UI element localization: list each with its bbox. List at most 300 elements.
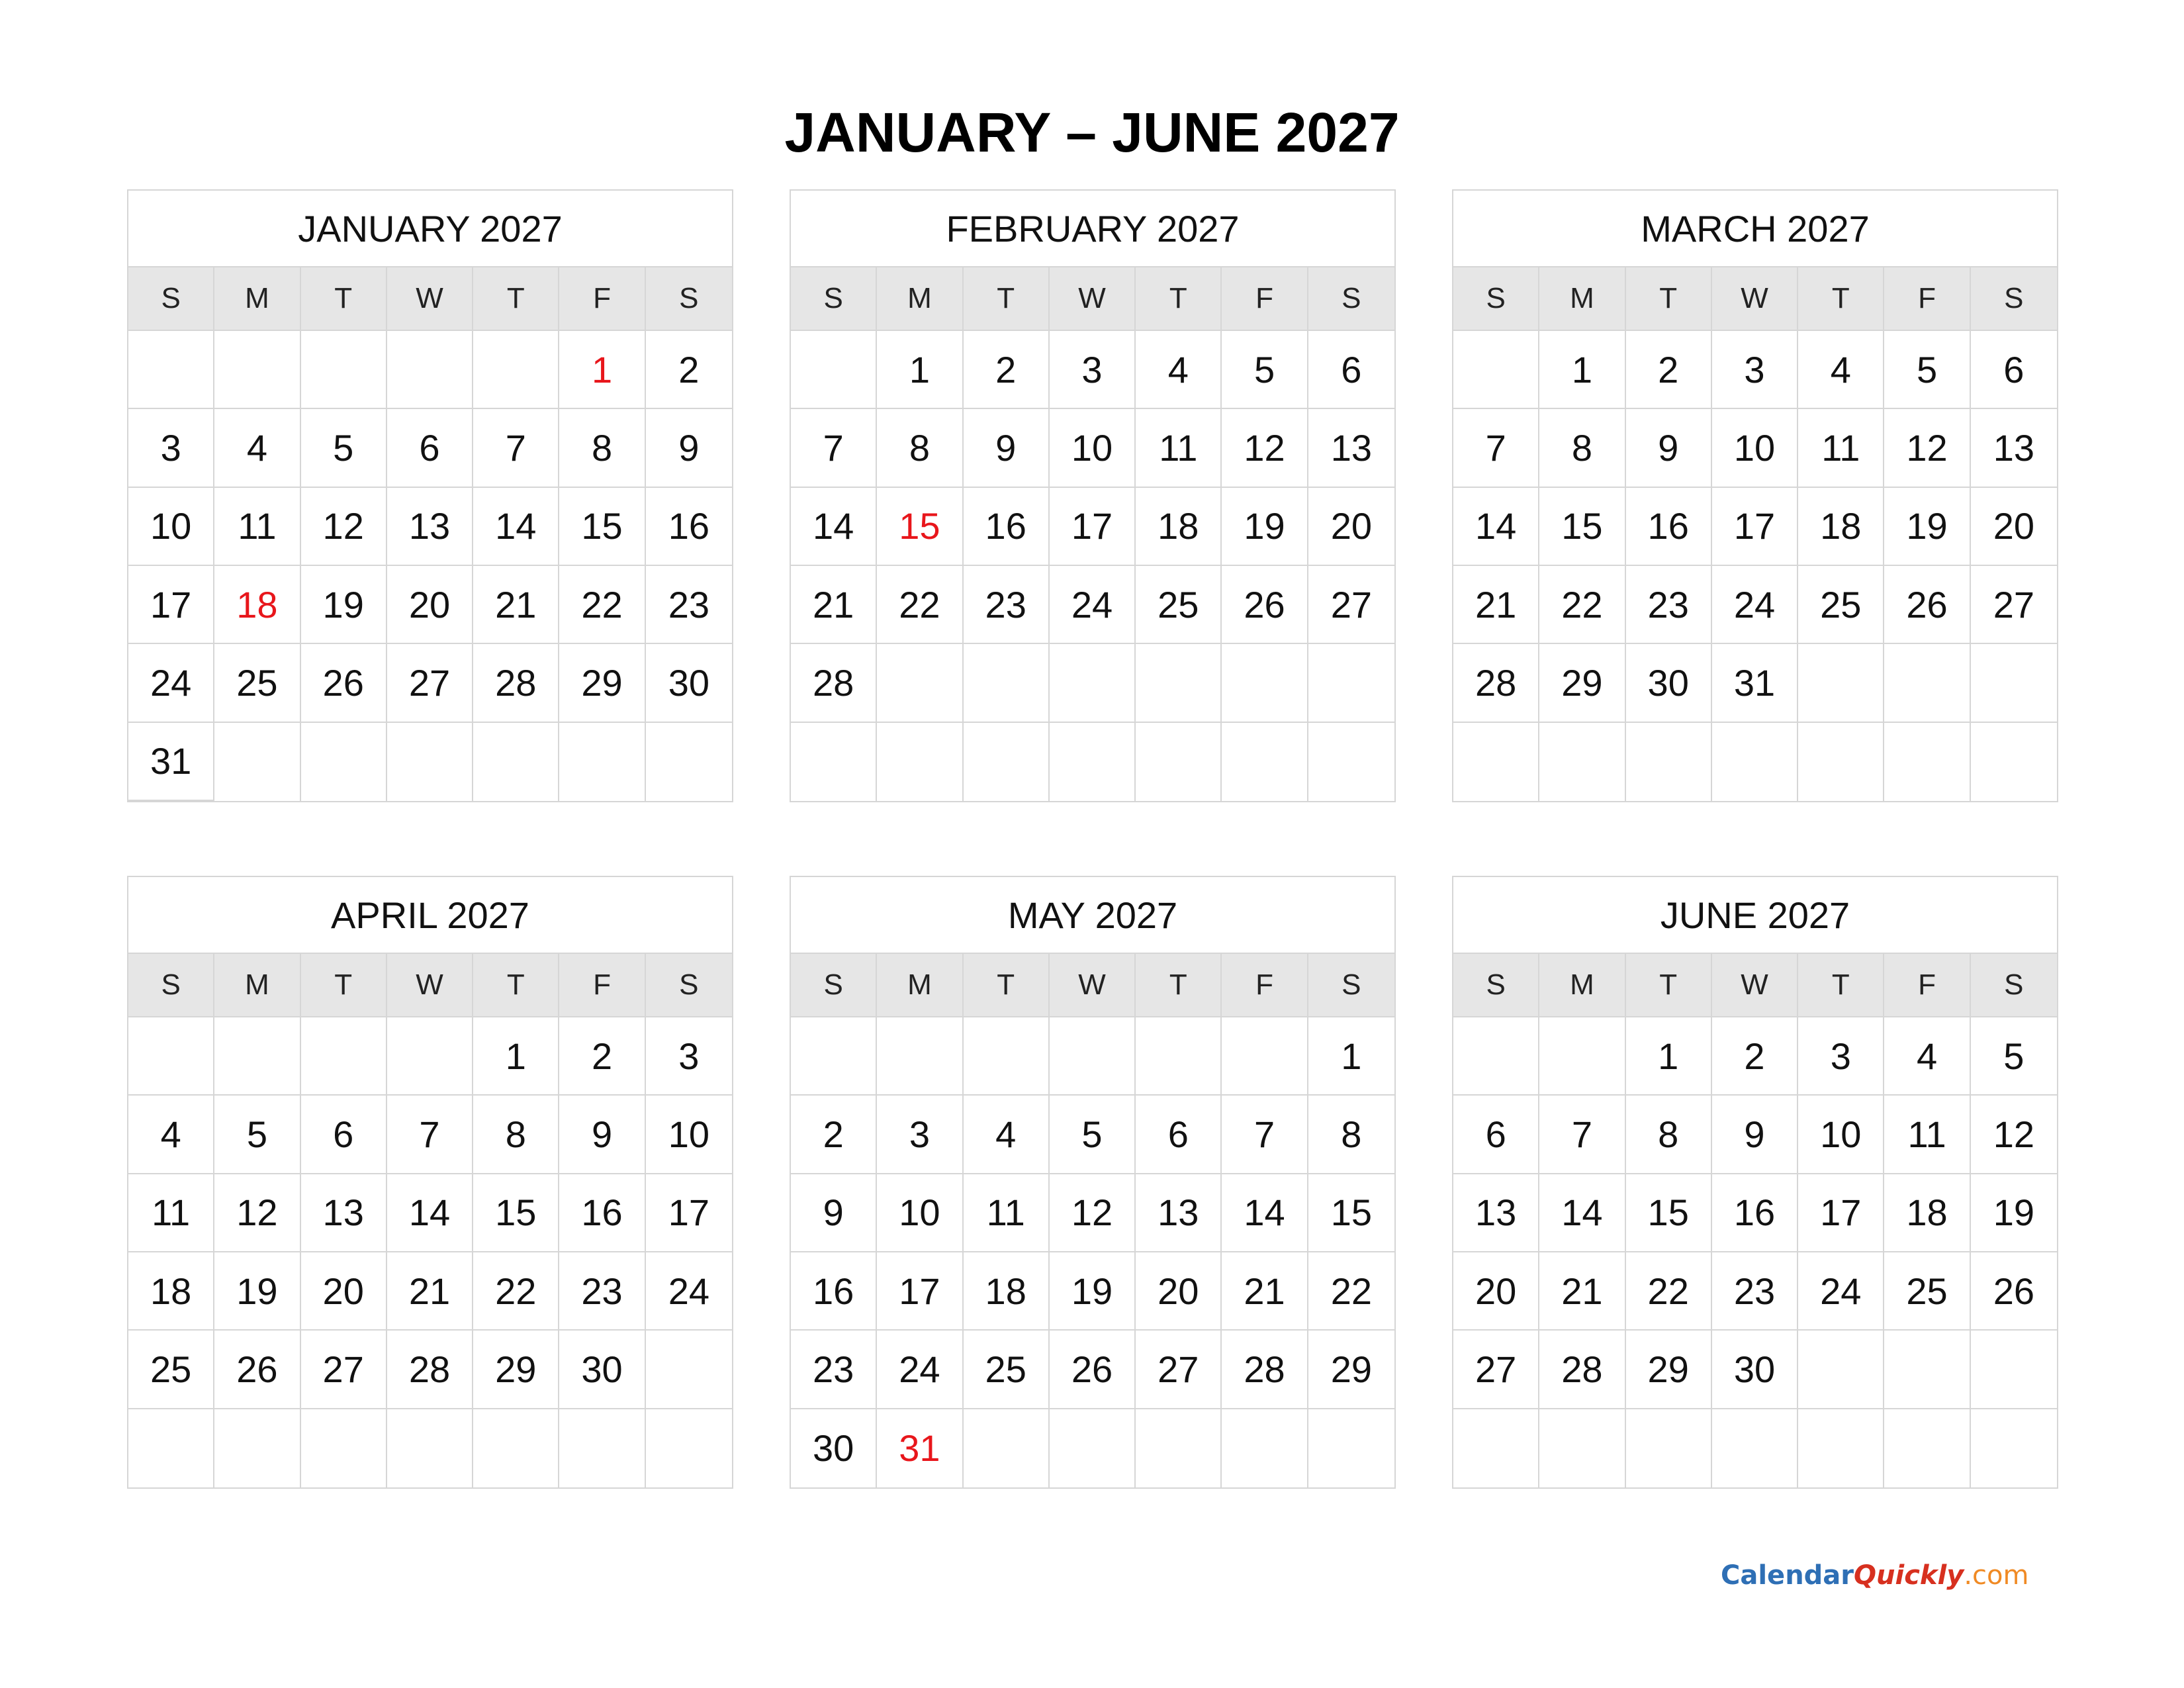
- empty-day-cell: [559, 1409, 645, 1487]
- month-title: MARCH 2027: [1453, 191, 2057, 267]
- day-cell: 19: [1884, 488, 1970, 566]
- day-cell: 16: [1712, 1174, 1798, 1252]
- weekday-label: F: [559, 954, 645, 1016]
- day-cell: 5: [1050, 1096, 1136, 1174]
- day-cell: 21: [387, 1252, 473, 1331]
- day-cell: 28: [791, 644, 877, 722]
- day-cell: 26: [1971, 1252, 2057, 1331]
- day-cell: 14: [1453, 488, 1539, 566]
- weekday-label: T: [1798, 954, 1884, 1016]
- day-cell: 7: [473, 409, 559, 487]
- day-cell: 11: [964, 1174, 1050, 1252]
- day-cell: 21: [1539, 1252, 1625, 1331]
- day-cell: 26: [1884, 566, 1970, 644]
- weekday-label: F: [559, 267, 645, 330]
- day-cell: 21: [473, 566, 559, 644]
- day-cell: 10: [877, 1174, 963, 1252]
- day-cell: 27: [301, 1331, 387, 1409]
- day-cell: 24: [128, 644, 214, 722]
- day-cell: 24: [646, 1252, 732, 1331]
- empty-day-cell: [646, 1409, 732, 1487]
- empty-day-cell: [387, 723, 473, 801]
- empty-day-cell: [1453, 723, 1539, 801]
- weekday-label: S: [2004, 282, 2024, 314]
- weekday-label: T: [301, 954, 387, 1016]
- empty-day-cell: [1626, 723, 1712, 801]
- day-cell: 28: [1539, 1331, 1625, 1409]
- weekday-label: T: [1626, 267, 1712, 330]
- day-cell: 8: [473, 1096, 559, 1174]
- weekday-label: S: [791, 267, 877, 330]
- empty-day-cell: [1136, 723, 1222, 801]
- day-cell: 1: [1539, 331, 1625, 409]
- empty-day-cell: [1308, 1409, 1394, 1487]
- day-cell: 2: [964, 331, 1050, 409]
- day-cell: 27: [1453, 1331, 1539, 1409]
- day-cell: 8: [877, 409, 963, 487]
- day-cell: 5: [1884, 331, 1970, 409]
- day-cell: 22: [1308, 1252, 1394, 1331]
- month-title: JANUARY 2027: [128, 191, 732, 267]
- day-cell: 3: [128, 409, 214, 487]
- day-cell: 20: [1453, 1252, 1539, 1331]
- month-title: MAY 2027: [791, 877, 1394, 954]
- empty-day-cell: [877, 723, 963, 801]
- day-cell: 9: [1712, 1096, 1798, 1174]
- empty-day-cell: [1884, 1409, 1970, 1487]
- day-cell: 17: [646, 1174, 732, 1252]
- day-cell: 5: [214, 1096, 300, 1174]
- day-cell: 14: [1539, 1174, 1625, 1252]
- day-cell: 26: [214, 1331, 300, 1409]
- day-cell: 17: [1798, 1174, 1884, 1252]
- weekday-label: M: [877, 267, 963, 330]
- weekday-label: M: [1539, 267, 1625, 330]
- day-cell: 10: [646, 1096, 732, 1174]
- weekday-header: [1453, 267, 2057, 331]
- page-title: JANUARY – JUNE 2027: [784, 101, 1400, 164]
- day-cell: 20: [1136, 1252, 1222, 1331]
- weekday-header: [128, 954, 732, 1017]
- day-cell: 30: [646, 644, 732, 722]
- empty-day-cell: [387, 331, 473, 409]
- day-cell: 19: [1971, 1174, 2057, 1252]
- day-cell: 2: [559, 1017, 645, 1096]
- weekday-label: F: [1222, 954, 1308, 1016]
- weekday-label: T: [1136, 267, 1222, 330]
- day-cell: 28: [1222, 1331, 1308, 1409]
- empty-day-cell: [1971, 1331, 2057, 1409]
- empty-day-cell: [1712, 723, 1798, 801]
- weekday-label: T: [1626, 954, 1712, 1016]
- day-cell: 1: [1626, 1017, 1712, 1096]
- empty-day-cell: [1453, 1409, 1539, 1487]
- day-cell: 13: [387, 488, 473, 566]
- day-cell: 13: [301, 1174, 387, 1252]
- weekday-label: M: [214, 954, 300, 1016]
- empty-day-cell: [473, 331, 559, 409]
- empty-day-cell: [1539, 723, 1625, 801]
- day-cell: 8: [1308, 1096, 1394, 1174]
- empty-day-cell: [646, 1331, 732, 1409]
- day-cell: 17: [128, 566, 214, 644]
- empty-day-cell: [791, 331, 877, 409]
- month-title: APRIL 2027: [128, 877, 732, 954]
- empty-day-cell: [1971, 644, 2057, 722]
- day-cell: 27: [1136, 1331, 1222, 1409]
- empty-day-cell: [214, 1017, 300, 1096]
- day-cell: 12: [1884, 409, 1970, 487]
- empty-day-cell: [128, 331, 214, 409]
- weekday-header: [791, 267, 1394, 331]
- day-cell: 16: [791, 1252, 877, 1331]
- day-cell: 30: [791, 1409, 877, 1487]
- day-cell: 23: [964, 566, 1050, 644]
- month-calendar: [1452, 876, 2058, 1489]
- empty-day-cell: [1884, 644, 1970, 722]
- day-cell: 22: [559, 566, 645, 644]
- empty-day-cell: [964, 644, 1050, 722]
- empty-day-cell: [301, 1017, 387, 1096]
- empty-day-cell: [1222, 723, 1308, 801]
- day-cell: 7: [791, 409, 877, 487]
- months-grid: [127, 189, 2058, 1489]
- day-cell: 4: [1136, 331, 1222, 409]
- weekday-label: M: [877, 954, 963, 1016]
- weekday-label: S: [791, 954, 877, 1016]
- day-cell: 18: [1136, 488, 1222, 566]
- day-cell: 13: [1453, 1174, 1539, 1252]
- empty-day-cell: [1453, 331, 1539, 409]
- day-cell: 9: [646, 409, 732, 487]
- day-cell: 22: [877, 566, 963, 644]
- day-cell: 14: [791, 488, 877, 566]
- empty-day-cell: [301, 723, 387, 801]
- empty-day-cell: [1050, 644, 1136, 722]
- day-cell: 24: [1798, 1252, 1884, 1331]
- day-cell: 12: [1222, 409, 1308, 487]
- day-cell: 10: [1050, 409, 1136, 487]
- days-grid: [791, 1017, 1394, 1487]
- empty-day-cell: [1798, 1331, 1884, 1409]
- day-cell: 1: [1308, 1017, 1394, 1096]
- day-cell: 24: [877, 1331, 963, 1409]
- brand-quickly-text: Quickly: [1854, 1560, 1964, 1591]
- day-cell: 15: [473, 1174, 559, 1252]
- day-cell: 25: [1798, 566, 1884, 644]
- day-cell: 27: [387, 644, 473, 722]
- day-cell: 18: [214, 566, 300, 644]
- day-cell: 9: [559, 1096, 645, 1174]
- day-cell: 6: [301, 1096, 387, 1174]
- empty-day-cell: [964, 723, 1050, 801]
- day-cell: 27: [1308, 566, 1394, 644]
- day-cell: 19: [214, 1252, 300, 1331]
- day-cell: 2: [1626, 331, 1712, 409]
- weekday-label: W: [1712, 954, 1798, 1016]
- day-cell: 15: [1626, 1174, 1712, 1252]
- day-cell: 18: [964, 1252, 1050, 1331]
- day-cell: 25: [1136, 566, 1222, 644]
- day-cell: 3: [1798, 1017, 1884, 1096]
- day-cell: 3: [1050, 331, 1136, 409]
- empty-day-cell: [877, 644, 963, 722]
- day-cell: 23: [646, 566, 732, 644]
- empty-day-cell: [1798, 723, 1884, 801]
- month-calendar: [790, 876, 1396, 1489]
- weekday-label: S: [128, 954, 214, 1016]
- day-cell: 10: [1712, 409, 1798, 487]
- empty-day-cell: [473, 1409, 559, 1487]
- day-cell: 8: [1539, 409, 1625, 487]
- empty-day-cell: [1136, 1409, 1222, 1487]
- month-title: JUNE 2027: [1453, 877, 2057, 954]
- day-cell: 20: [1971, 488, 2057, 566]
- day-cell: 5: [1971, 1017, 2057, 1096]
- day-cell: 29: [1626, 1331, 1712, 1409]
- day-cell: 15: [559, 488, 645, 566]
- empty-day-cell: [1539, 1409, 1625, 1487]
- day-cell: 4: [964, 1096, 1050, 1174]
- day-cell: 11: [1798, 409, 1884, 487]
- empty-day-cell: [1222, 1409, 1308, 1487]
- day-cell: 29: [1539, 644, 1625, 722]
- empty-day-cell: [1050, 723, 1136, 801]
- weekday-label: W: [1050, 954, 1136, 1016]
- day-cell: 13: [1308, 409, 1394, 487]
- empty-day-cell: [646, 723, 732, 801]
- weekday-header: [1453, 954, 2057, 1017]
- day-cell: 30: [1712, 1331, 1798, 1409]
- month-calendar: [127, 189, 733, 802]
- day-cell: 12: [301, 488, 387, 566]
- day-cell: 22: [473, 1252, 559, 1331]
- day-cell: 30: [1626, 644, 1712, 722]
- day-cell: 12: [214, 1174, 300, 1252]
- month-calendar: [790, 189, 1396, 802]
- day-cell: 28: [1453, 644, 1539, 722]
- empty-day-cell: [1308, 723, 1394, 801]
- day-cell: 27: [1971, 566, 2057, 644]
- day-cell: 31: [128, 723, 214, 801]
- day-cell: 29: [1308, 1331, 1394, 1409]
- day-cell: 15: [1308, 1174, 1394, 1252]
- day-cell: 16: [964, 488, 1050, 566]
- day-cell: 29: [473, 1331, 559, 1409]
- day-cell: 22: [1539, 566, 1625, 644]
- day-cell: 6: [387, 409, 473, 487]
- day-cell: 24: [1712, 566, 1798, 644]
- day-cell: 7: [1539, 1096, 1625, 1174]
- day-cell: 6: [1308, 331, 1394, 409]
- weekday-label: T: [964, 267, 1050, 330]
- empty-day-cell: [214, 723, 300, 801]
- empty-day-cell: [1798, 644, 1884, 722]
- weekday-header: [128, 267, 732, 331]
- month-calendar: [1452, 189, 2058, 802]
- day-cell: 20: [301, 1252, 387, 1331]
- day-cell: 4: [214, 409, 300, 487]
- day-cell: 16: [646, 488, 732, 566]
- empty-day-cell: [877, 1017, 963, 1096]
- day-cell: 18: [1798, 488, 1884, 566]
- day-cell: 18: [1884, 1174, 1970, 1252]
- days-grid: [791, 331, 1394, 801]
- day-cell: 29: [559, 644, 645, 722]
- day-cell: 11: [1884, 1096, 1970, 1174]
- day-cell: 2: [1712, 1017, 1798, 1096]
- empty-day-cell: [128, 1017, 214, 1096]
- weekday-label: S: [1342, 968, 1361, 1001]
- day-cell: 17: [1712, 488, 1798, 566]
- day-cell: 26: [1222, 566, 1308, 644]
- day-cell: 3: [1712, 331, 1798, 409]
- weekday-label: T: [473, 954, 559, 1016]
- weekday-label: W: [387, 954, 473, 1016]
- day-cell: 5: [1222, 331, 1308, 409]
- day-cell: 21: [1222, 1252, 1308, 1331]
- empty-day-cell: [1308, 644, 1394, 722]
- empty-day-cell: [791, 723, 877, 801]
- day-cell: 7: [1222, 1096, 1308, 1174]
- day-cell: 23: [1712, 1252, 1798, 1331]
- weekday-label: T: [1136, 954, 1222, 1016]
- day-cell: 11: [1136, 409, 1222, 487]
- empty-day-cell: [214, 331, 300, 409]
- day-cell: 23: [791, 1331, 877, 1409]
- empty-day-cell: [301, 1409, 387, 1487]
- day-cell: 9: [791, 1174, 877, 1252]
- days-grid: [1453, 1017, 2057, 1487]
- empty-day-cell: [128, 1409, 214, 1487]
- days-grid: [1453, 331, 2057, 801]
- day-cell: 12: [1050, 1174, 1136, 1252]
- empty-day-cell: [1136, 1017, 1222, 1096]
- empty-day-cell: [1222, 644, 1308, 722]
- weekday-label: S: [1453, 267, 1539, 330]
- empty-day-cell: [1884, 1331, 1970, 1409]
- day-cell: 13: [1971, 409, 2057, 487]
- day-cell: 3: [877, 1096, 963, 1174]
- day-cell: 18: [128, 1252, 214, 1331]
- empty-day-cell: [1626, 1409, 1712, 1487]
- day-cell: 16: [559, 1174, 645, 1252]
- weekday-label: T: [473, 267, 559, 330]
- empty-day-cell: [1712, 1409, 1798, 1487]
- day-cell: 9: [964, 409, 1050, 487]
- day-cell: 7: [1453, 409, 1539, 487]
- day-cell: 1: [473, 1017, 559, 1096]
- day-cell: 25: [964, 1331, 1050, 1409]
- empty-day-cell: [559, 723, 645, 801]
- empty-day-cell: [1539, 1017, 1625, 1096]
- weekday-label: S: [679, 968, 699, 1001]
- empty-day-cell: [791, 1017, 877, 1096]
- day-cell: 4: [1884, 1017, 1970, 1096]
- empty-day-cell: [1050, 1017, 1136, 1096]
- weekday-label: M: [214, 267, 300, 330]
- day-cell: 6: [1136, 1096, 1222, 1174]
- day-cell: 19: [1050, 1252, 1136, 1331]
- day-cell: 14: [387, 1174, 473, 1252]
- day-cell: 15: [1539, 488, 1625, 566]
- day-cell: 31: [1712, 644, 1798, 722]
- month-title: FEBRUARY 2027: [791, 191, 1394, 267]
- day-cell: 2: [646, 331, 732, 409]
- weekday-label: S: [128, 267, 214, 330]
- weekday-label: T: [1798, 267, 1884, 330]
- weekday-label: M: [1539, 954, 1625, 1016]
- day-cell: 14: [1222, 1174, 1308, 1252]
- day-cell: 14: [473, 488, 559, 566]
- day-cell: 1: [559, 331, 645, 409]
- day-cell: 10: [128, 488, 214, 566]
- empty-day-cell: [1136, 644, 1222, 722]
- day-cell: 16: [1626, 488, 1712, 566]
- weekday-label: S: [2004, 968, 2024, 1001]
- weekday-label: W: [1050, 267, 1136, 330]
- day-cell: 10: [1798, 1096, 1884, 1174]
- day-cell: 8: [1626, 1096, 1712, 1174]
- empty-day-cell: [387, 1017, 473, 1096]
- day-cell: 24: [1050, 566, 1136, 644]
- day-cell: 6: [1971, 331, 2057, 409]
- day-cell: 11: [128, 1174, 214, 1252]
- day-cell: 19: [301, 566, 387, 644]
- day-cell: 1: [877, 331, 963, 409]
- day-cell: 22: [1626, 1252, 1712, 1331]
- day-cell: 15: [877, 488, 963, 566]
- empty-day-cell: [1971, 1409, 2057, 1487]
- empty-day-cell: [1884, 723, 1970, 801]
- empty-day-cell: [1050, 1409, 1136, 1487]
- day-cell: 31: [877, 1409, 963, 1487]
- day-cell: 11: [214, 488, 300, 566]
- day-cell: 7: [387, 1096, 473, 1174]
- day-cell: 9: [1626, 409, 1712, 487]
- day-cell: 13: [1136, 1174, 1222, 1252]
- empty-day-cell: [473, 723, 559, 801]
- weekday-label: T: [964, 954, 1050, 1016]
- day-cell: 25: [128, 1331, 214, 1409]
- day-cell: 23: [1626, 566, 1712, 644]
- day-cell: 17: [877, 1252, 963, 1331]
- weekday-label: F: [1884, 954, 1970, 1016]
- weekday-label: T: [301, 267, 387, 330]
- days-grid: [128, 1017, 732, 1487]
- day-cell: 5: [301, 409, 387, 487]
- month-calendar: [127, 876, 733, 1489]
- weekday-label: W: [387, 267, 473, 330]
- empty-day-cell: [1222, 1017, 1308, 1096]
- weekday-label: F: [1884, 267, 1970, 330]
- empty-day-cell: [1971, 723, 2057, 801]
- day-cell: 28: [473, 644, 559, 722]
- day-cell: 25: [1884, 1252, 1970, 1331]
- weekday-label: F: [1222, 267, 1308, 330]
- empty-day-cell: [1798, 1409, 1884, 1487]
- day-cell: 30: [559, 1331, 645, 1409]
- days-grid: [128, 331, 732, 801]
- day-cell: 26: [301, 644, 387, 722]
- day-cell: 3: [646, 1017, 732, 1096]
- weekday-label: S: [1453, 954, 1539, 1016]
- day-cell: 21: [791, 566, 877, 644]
- empty-day-cell: [964, 1017, 1050, 1096]
- day-cell: 25: [214, 644, 300, 722]
- empty-day-cell: [301, 331, 387, 409]
- weekday-label: S: [1342, 282, 1361, 314]
